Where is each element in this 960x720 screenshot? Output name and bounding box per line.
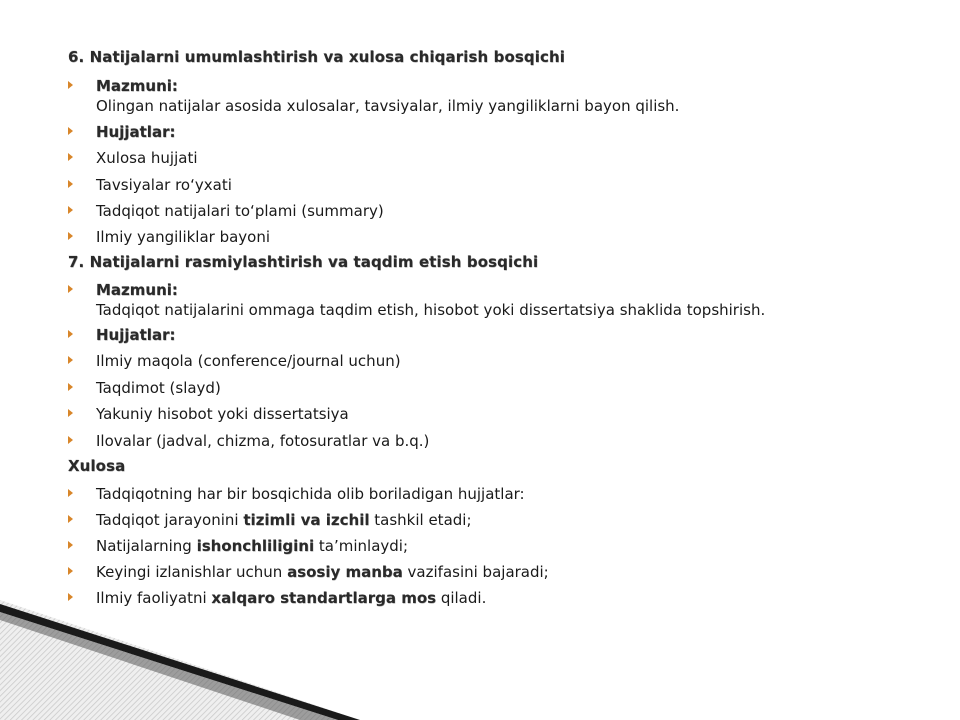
hatch-wedge xyxy=(0,600,360,720)
mazmuni-label: Mazmuni: xyxy=(96,281,178,299)
bullet-icon xyxy=(68,409,73,417)
bullet-icon xyxy=(68,285,73,293)
bullet-icon xyxy=(68,330,73,338)
bullet-icon xyxy=(68,232,73,240)
bullet-icon xyxy=(68,180,73,188)
bullet-icon xyxy=(68,81,73,89)
mazmuni-text: Olingan natijalar asosida xulosalar, tavsiyalar, ilmiy yangiliklarni bayon qilish. xyxy=(96,97,680,115)
bullet-icon xyxy=(68,356,73,364)
bullet-icon xyxy=(68,436,73,444)
section-7-heading: 7. Natijalarni rasmiylashtirish va taqdim etish bosqichi xyxy=(68,253,539,271)
bullet-icon xyxy=(68,153,73,161)
decorative-wedge xyxy=(0,560,960,720)
bullet-icon xyxy=(68,489,73,497)
hujjatlar-label: Hujjatlar: xyxy=(96,123,176,141)
section-6-heading: 6. Natijalarni umumlashtirish va xulosa chiqarish bosqichi xyxy=(68,48,565,66)
mazmuni-label: Mazmuni: xyxy=(96,77,178,95)
bullet-icon xyxy=(68,515,73,523)
conclusion-heading: Xulosa xyxy=(68,457,126,475)
bullet-icon xyxy=(68,206,73,214)
bullet-icon xyxy=(68,127,73,135)
bullet-icon xyxy=(68,383,73,391)
bullet-icon xyxy=(68,541,73,549)
hujjatlar-label: Hujjatlar: xyxy=(96,326,176,344)
mazmuni-text: Tadqiqot natijalarini ommaga taqdim etish, hisobot yoki dissertatsiya shaklida topshirish. xyxy=(96,301,766,319)
